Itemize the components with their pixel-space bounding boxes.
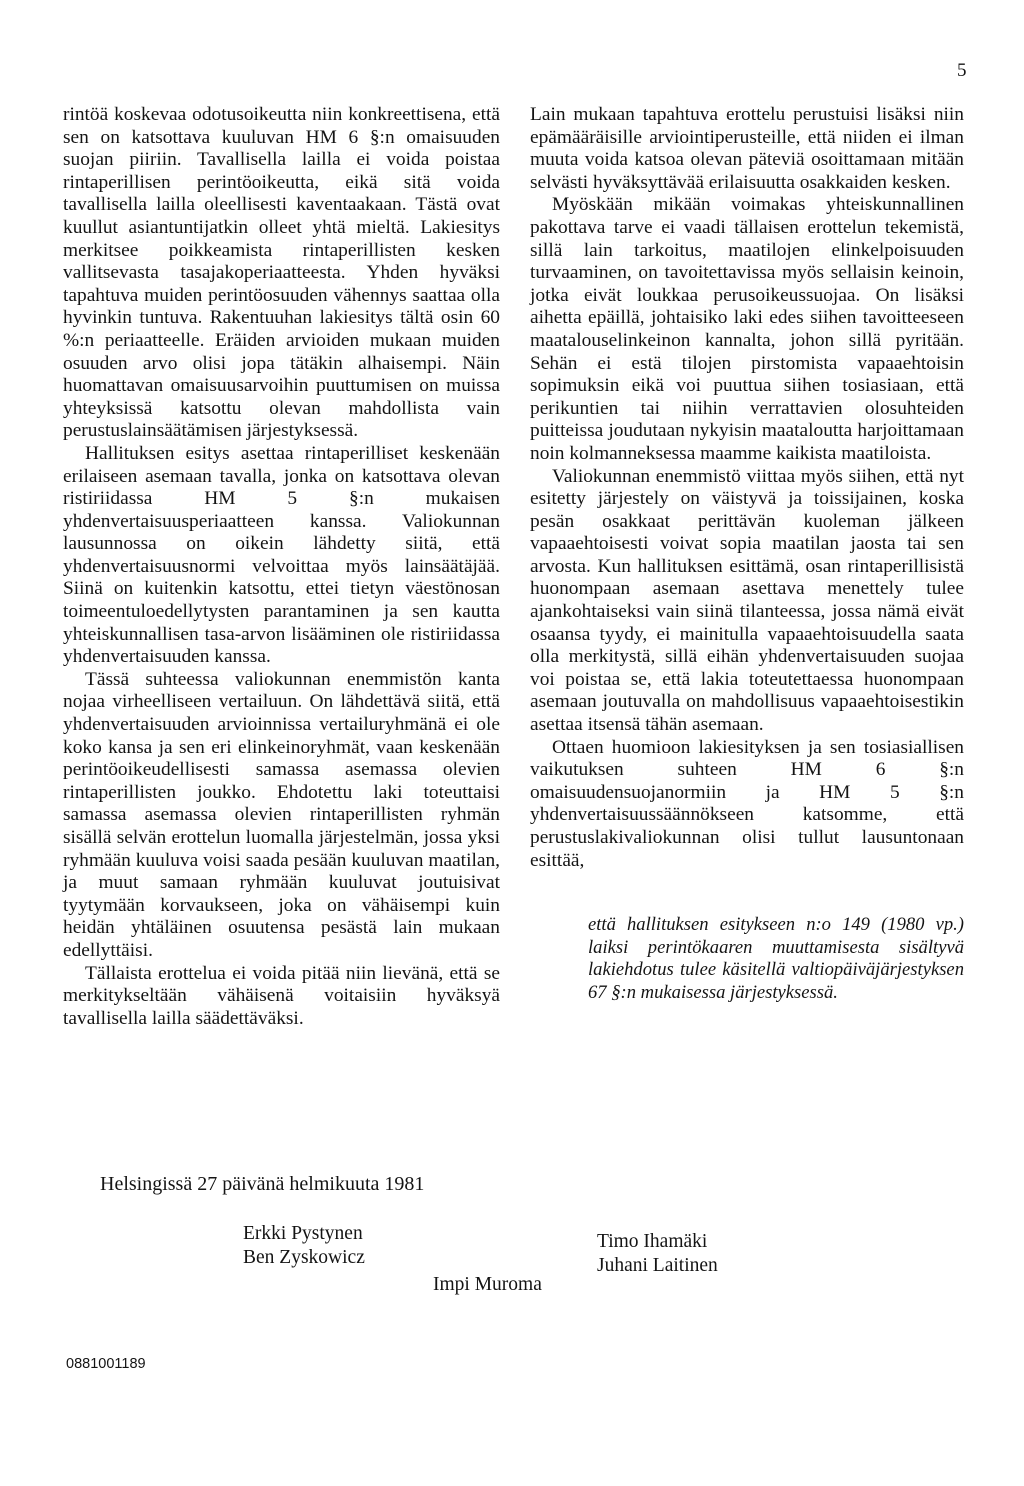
proposal-statement: että hallituksen esitykseen n:o 149 (1980 vp.) laiksi perintökaaren muuttamisesta sisältyvä lakiehdotus tulee käsitellä valtiopäiväjärjestyksen 67 §:n mukaisessa järjestyksessä. xyxy=(588,914,964,1003)
signatory-name: Impi Muroma xyxy=(433,1274,542,1295)
signatory-name: Erkki Pystynen xyxy=(243,1223,363,1244)
signatory-group-1 xyxy=(243,1222,365,1270)
right-paragraph-3: Valiokunnan enemmistö viittaa myös siihen, että nyt esitetty järjestely on väistyvä ja toissijainen, koska pesän osakkaat perittävän kuoleman jälkeen vapaaehtoisesti voivat sopia maatilan jaosta tai sen arvosta. Kun hallituksen esittämä, osan rintaperillisistä huonompaan asemaan asettava menettely tulee ajankohtaiseksi vain siinä tilanteessa, jossa nämä eivät osaansa tyydy, ei mainitulla vapaaehtoisuudella saata olla merkitystä, sillä eihän yhdenvertaisuuden suojaa voi poistaa se, että lakia toteutettaessa huonompaan asemaan joutuvalla on mahdollisuus vapaaehtoisestikin asettaa itsensä tähän asemaan. xyxy=(530,465,964,736)
signatory-name: Timo Ihamäki xyxy=(597,1231,708,1252)
right-column xyxy=(530,104,964,1005)
signatory-group-3 xyxy=(597,1230,718,1278)
right-paragraph-2: Myöskään mikään voimakas yhteiskunnallinen pakottava tarve ei vaadi tällaisen erottelun tekemistä, sillä lain tarkoitus, maatilojen elinkelpoisuuden turvaaminen, on tavoitettavissa myös sellaisin keinoin, jotka eivät loukkaa perusoikeussuojaa. On lisäksi aihetta epäillä, johtaisiko laki edes siihen tavoitteeseen maatalouselinkeinon kannalta, johon sillä pyritään. Sehän ei estä tilojen pirstomista vapaaehtoisin sopimuksin eikä voi puuttua siihen tosiasiaan, että perikuntien tai niihin verrattavien olosuhteiden puitteissa joudutaan nykyisin maataloutta harjoittamaan noin kolmanneksessa maamme kaikista maatiloista. xyxy=(530,194,964,464)
signatory-group-2 xyxy=(433,1273,542,1297)
document-code: 0881001189 xyxy=(66,1356,146,1372)
left-paragraph-1: rintöä koskevaa odotusoikeutta niin konkreettisena, että sen on katsottava kuuluvan HM 6 §:n omaisuuden suojan piiriin. Tavallisella lailla ei voida poistaa rintaperillisen perintöoikeutta, eikä sitä voida tavallisella lailla oleellisesti kaventaakaan. Tästä ovat kuullut asiantuntijatkin olleet yhtä mieltä. Lakiesitys merkitsee poikkeamista rintaperillisten kesken vallitsevasta tasajakoperiaatteesta. Yhden hyväksi tapahtuva muiden perintöosuuden vähennys saattaa olla hyvinkin tuntuva. Rakentuuhan lakiesitys tältä osin 60 %:n periaatteelle. Eräiden arvioiden mukaan muiden osuuden arvo olisi jopa tätäkin alhaisempi. Näin huomattavan omaisuusarvoihin puuttumisen on muissa yhteyksissä katsottu olevan mahdollista vain perustuslainsäätämisen järjestyksessä. xyxy=(63,104,500,442)
page-number: 5 xyxy=(957,60,967,81)
left-paragraph-2: Hallituksen esitys asettaa rintaperilliset keskenään erilaiseen asemaan tavalla, jonka on katsottava olevan ristiriidassa HM 5 §:n mukaisen yhdenvertaisuusperiaatteen kanssa. Valiokunnan lausunnossa on oikein lähdetty siitä, että yhdenvertaisuusnormi velvoittaa myös lainsäätäjää. Siinä on kuitenkin katsottu, ettei tietyn väestönosan toimeentuloedellytysten parantaminen ja sen kautta yhteiskunnallisen tasa-arvon lisääminen ole ristiriidassa yhdenvertaisuuden kanssa. xyxy=(63,442,500,668)
left-paragraph-4: Tällaista erottelua ei voida pitää niin lievänä, että se merkitykseltään vähäisenä voitaisiin hyväksyä tavallisella lailla säädettäväksi. xyxy=(63,962,500,1029)
left-paragraph-3: Tässä suhteessa valiokunnan enemmistön kanta nojaa virheelliseen vertailuun. On lähdettävä siitä, että yhdenvertaisuuden arvioinnissa vertailuryhmänä ei ole koko kansa ja sen eri elinkeinoryhmät, vaan keskenään perintöoikeudellisesti samassa asemassa olevien rintaperillisten joukko. Ehdotettu laki toteuttaisi samassa asemassa olevien rintaperillisten ryhmän sisällä selvän erottelun luomalla järjestelmän, jossa yksi ryhmään kuuluva voisi saada pesään kuuluvan maatilan, ja muut samaan ryhmään kuuluvat joutuisivat tyytymään korvaukseen, joka on vähäisempi kuin heidän yhtäläinen osuutensa pesästä lain mukaan edellyttäisi. xyxy=(63,668,500,961)
signatory-name: Ben Zyskowicz xyxy=(243,1247,365,1268)
signatory-name: Juhani Laitinen xyxy=(597,1255,718,1276)
right-paragraph-1: Lain mukaan tapahtuva erottelu perustuisi lisäksi niin epämääräisille arviointiperusteille, että niiden ei ilman muuta voida katsoa olevan päteviä osoittamaan mitään selvästi hyväksyttävää erilaisuutta osakkaiden kesken. xyxy=(530,104,964,193)
right-paragraph-4: Ottaen huomioon lakiesityksen ja sen tosiasiallisen vaikutuksen suhteen HM 6 §:n omaisuudensuojanormiin ja HM 5 §:n yhdenvertaisuussäännökseen katsomme, että perustuslakivaliokunnan olisi tullut lausuntonaan esittää, xyxy=(530,736,964,871)
place-date: Helsingissä 27 päivänä helmikuuta 1981 xyxy=(100,1173,425,1195)
left-column xyxy=(63,104,500,1030)
